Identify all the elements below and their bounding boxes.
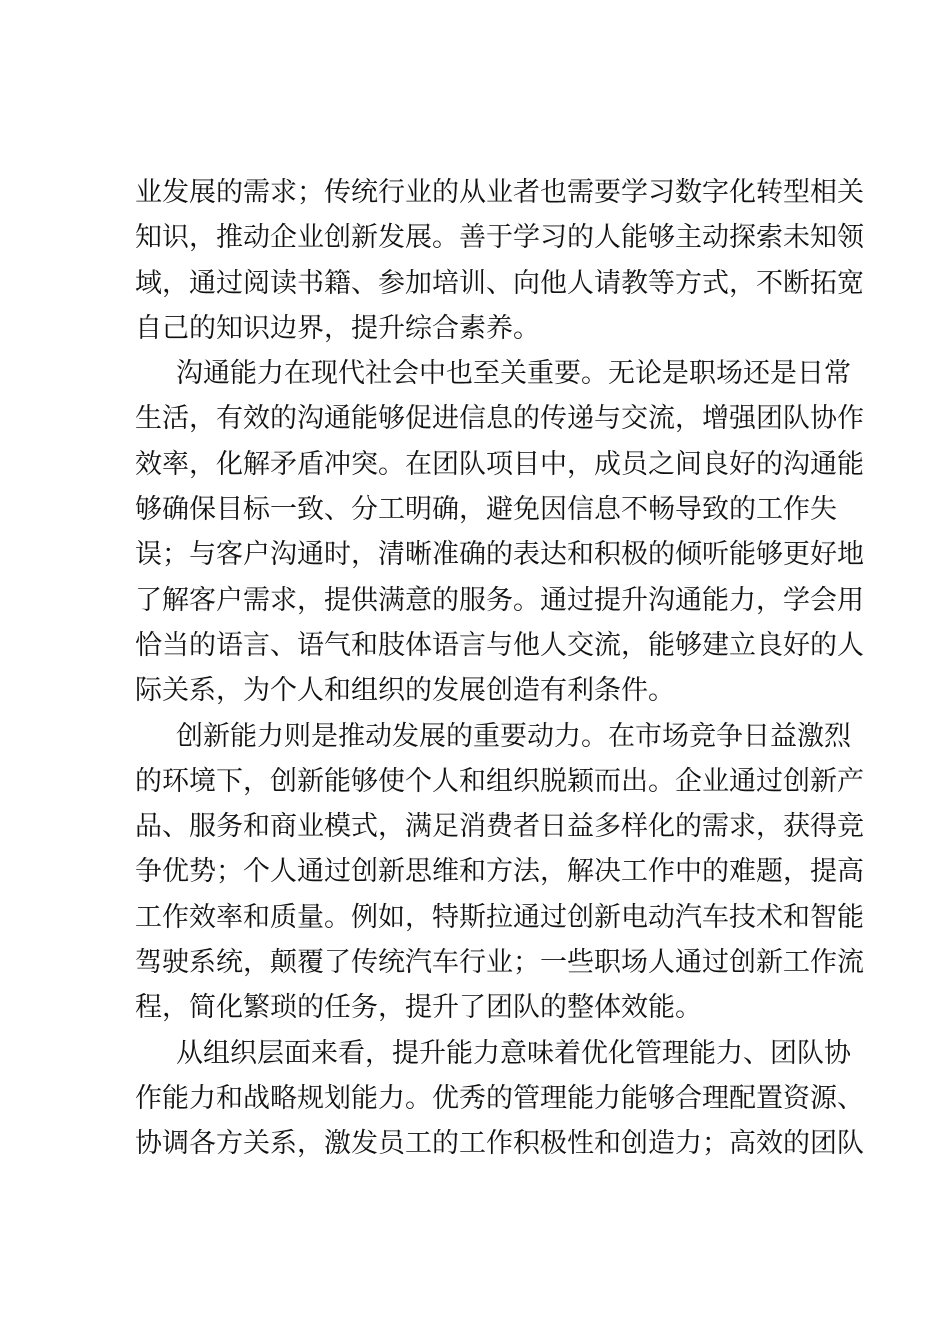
text-line: 了解客户需求，提供满意的服务。通过提升沟通能力，学会用 bbox=[135, 584, 864, 616]
paragraph-first-line: 创新能力则是推动发展的重要动力。在市场竞争日益激烈 bbox=[176, 720, 851, 752]
text-line: 域，通过阅读书籍、参加培训、向他人请教等方式，不断拓宽 bbox=[135, 267, 864, 299]
paragraph-first-line: 从组织层面来看，提升能力意味着优化管理能力、团队协 bbox=[176, 1037, 851, 1069]
text-line: 恰当的语言、语气和肢体语言与他人交流，能够建立良好的人 bbox=[135, 629, 864, 661]
text-line: 的环境下，创新能够使个人和组织脱颖而出。企业通过创新产 bbox=[135, 765, 864, 797]
text-line: 协调各方关系，激发员工的工作积极性和创造力；高效的团队 bbox=[135, 1128, 864, 1160]
text-line: 知识，推动企业创新发展。善于学习的人能够主动探索未知领 bbox=[135, 222, 864, 254]
text-line: 自己的知识边界，提升综合素养。 bbox=[135, 312, 540, 344]
text-line: 品、服务和商业模式，满足消费者日益多样化的需求，获得竞 bbox=[135, 811, 864, 843]
text-line: 误；与客户沟通时，清晰准确的表达和积极的倾听能够更好地 bbox=[135, 539, 864, 571]
body-text bbox=[135, 170, 864, 1167]
text-line: 业发展的需求；传统行业的从业者也需要学习数字化转型相关 bbox=[135, 177, 864, 208]
text-line: 驾驶系统，颠覆了传统汽车行业；一些职场人通过创新工作流 bbox=[135, 947, 864, 979]
text-line: 作能力和战略规划能力。优秀的管理能力能够合理配置资源、 bbox=[135, 1082, 864, 1114]
text-line: 际关系，为个人和组织的发展创造有利条件。 bbox=[135, 675, 675, 707]
text-line: 够确保目标一致、分工明确，避免因信息不畅导致的工作失 bbox=[135, 494, 837, 526]
text-line: 争优势；个人通过创新思维和方法，解决工作中的难题，提高 bbox=[135, 856, 864, 888]
text-line: 生活，有效的沟通能够促进信息的传递与交流，增强团队协作 bbox=[135, 403, 864, 435]
text-line: 效率，化解矛盾冲突。在团队项目中，成员之间良好的沟通能 bbox=[135, 448, 864, 480]
text-line: 工作效率和质量。例如，特斯拉通过创新电动汽车技术和智能 bbox=[135, 901, 864, 933]
text-line: 程，简化繁琐的任务，提升了团队的整体效能。 bbox=[135, 992, 702, 1024]
paragraph-first-line: 沟通能力在现代社会中也至关重要。无论是职场还是日常 bbox=[176, 358, 851, 390]
